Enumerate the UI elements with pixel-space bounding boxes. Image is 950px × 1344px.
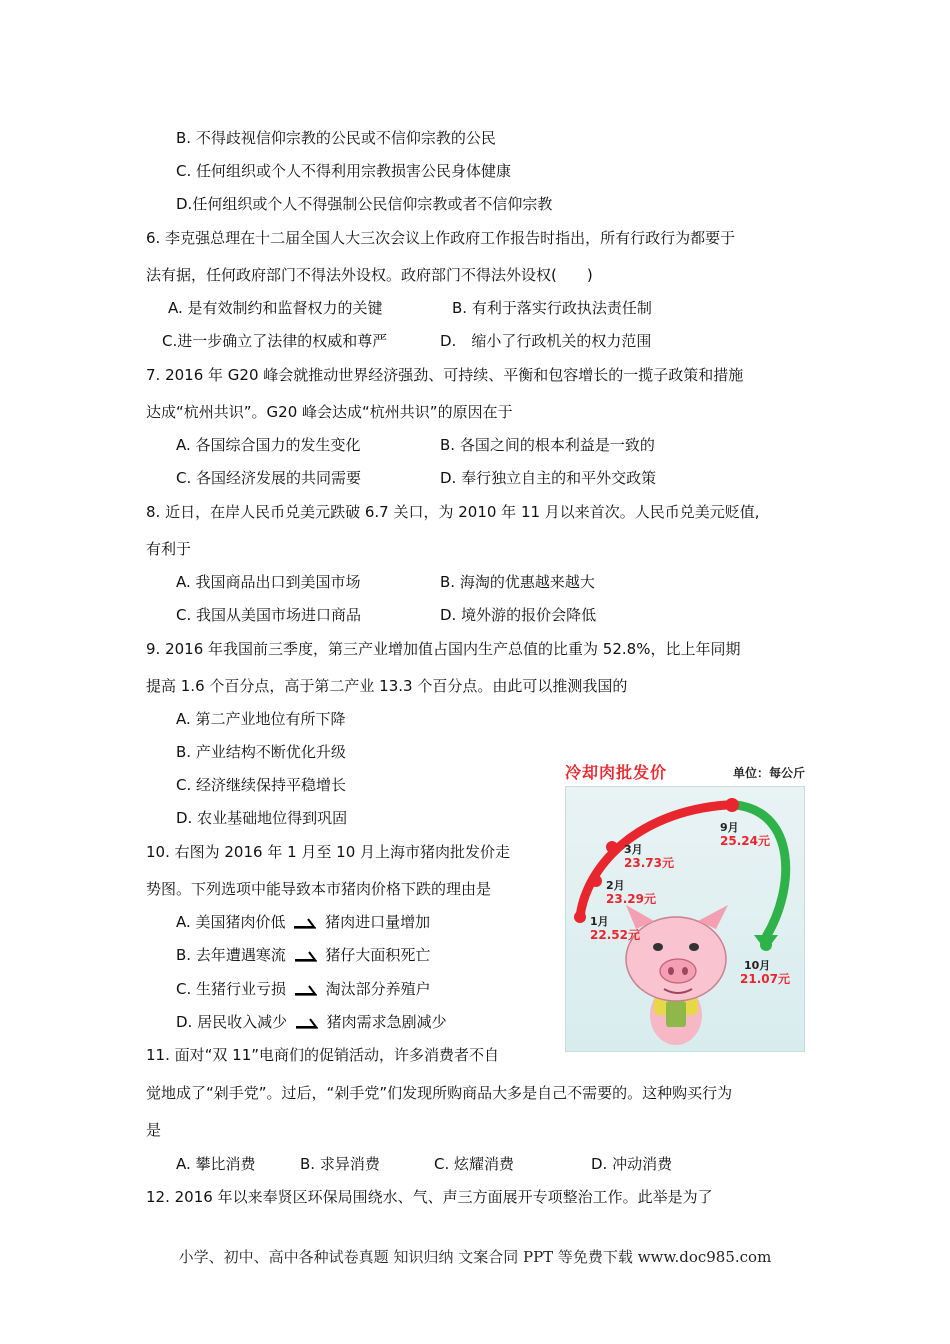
q11-option-c: C. 炫耀消费	[434, 1155, 515, 1173]
q7-stem-line1: 7. 2016 年 G20 峰会就推动世界经济强劲、可持续、平衡和包容增长的一揽子政策和措施	[146, 366, 744, 384]
label-jan-month: 1月	[590, 915, 609, 928]
point-oct	[760, 939, 772, 951]
q8-stem-line1: 8. 近日，在岸人民币兑美元跌破 6.7 关口，为 2010 年 11 月以来首次。人民币兑美元贬值,	[146, 503, 760, 521]
q10-option-a	[176, 912, 430, 932]
arrow-right-icon	[294, 1015, 320, 1029]
q7-option-a: A. 各国综合国力的发生变化	[176, 436, 361, 454]
figure-title: 冷却肉批发价	[565, 763, 668, 782]
q7-stem-line2: 达成“杭州共识”。G20 峰会达成“杭州共识”的原因在于	[146, 403, 513, 421]
q10-option-d-effect: 猪肉需求急剧减少	[326, 1013, 447, 1031]
q10-option-b-effect: 猪仔大面积死亡	[325, 946, 431, 964]
q11-option-d: D. 冲动消费	[591, 1155, 673, 1173]
q10-option-c-effect: 淘汰部分养殖户	[325, 980, 431, 998]
q10-stem-line1: 10. 右图为 2016 年 1 月至 10 月上海市猪肉批发价走	[146, 843, 511, 861]
q11-stem-line1: 11. 面对“双 11”电商们的促销活动，许多消费者不自	[146, 1046, 500, 1064]
point-jan	[574, 911, 586, 923]
q11-stem-line3: 是	[146, 1121, 162, 1139]
q5-option-d: D.任何组织或个人不得强制公民信仰宗教或者不信仰宗教	[176, 195, 553, 213]
label-jan-price: 22.52元	[590, 928, 640, 942]
q6-stem-line1: 6. 李克强总理在十二届全国人大三次会议上作政府工作报告时指出，所有行政行为都要于	[146, 229, 736, 247]
q10-option-d-cause: D. 居民收入减少	[176, 1013, 288, 1031]
q10-option-a-cause: A. 美国猪肉价低	[176, 913, 286, 931]
price-fall-arc	[736, 805, 786, 937]
q7-option-c: C. 各国经济发展的共同需要	[176, 469, 362, 487]
q8-option-a: A. 我国商品出口到美国市场	[176, 573, 361, 591]
q7-option-d: D. 奉行独立自主的和平外交政策	[440, 469, 657, 487]
q9-option-a: A. 第二产业地位有所下降	[176, 710, 346, 728]
label-sep-price: 25.24元	[720, 834, 770, 848]
q10-option-c-cause: C. 生猪行业亏损	[176, 980, 287, 998]
label-oct-price: 21.07元	[740, 972, 790, 986]
q11-option-b: B. 求异消费	[300, 1155, 380, 1173]
q10-option-a-effect: 猪肉进口量增加	[325, 913, 431, 931]
figure-unit: 单位：每公斤	[732, 766, 805, 780]
arrow-right-icon	[292, 915, 318, 929]
label-feb-price: 23.29元	[606, 892, 656, 906]
q6-option-c: C.进一步确立了法律的权威和尊严	[162, 332, 388, 350]
page-footer: 小学、初中、高中各种试卷真题 知识归纳 文案合同 PPT 等免费下载 www.doc985.com	[178, 1248, 772, 1266]
q9-stem-line2: 提高 1.6 个百分点，高于第二产业 13.3 个百分点。由此可以推测我国的	[146, 677, 628, 695]
label-sep-month: 9月	[720, 821, 739, 834]
point-mar	[606, 841, 618, 853]
q9-option-b: B. 产业结构不断优化升级	[176, 743, 346, 761]
arrow-right-icon	[293, 948, 319, 962]
q6-stem-line2: 法有据，任何政府部门不得法外设权。政府部门不得法外设权( )	[146, 266, 593, 284]
q8-option-c: C. 我国从美国市场进口商品	[176, 606, 362, 624]
point-feb	[590, 875, 602, 887]
label-mar-month: 3月	[624, 843, 643, 856]
q5-option-b: B. 不得歧视信仰宗教的公民或不信仰宗教的公民	[176, 129, 496, 147]
pork-price-figure	[565, 760, 805, 1052]
q8-stem-line2: 有利于	[146, 540, 192, 558]
q11-option-a: A. 攀比消费	[176, 1155, 256, 1173]
q9-option-d: D. 农业基础地位得到巩固	[176, 809, 348, 827]
label-oct-month: 10月	[744, 959, 771, 972]
q5-option-c: C. 任何组织或个人不得利用宗教损害公民身体健康	[176, 162, 512, 180]
q8-option-b: B. 海淘的优惠越来越大	[440, 573, 595, 591]
q6-option-a: A. 是有效制约和监督权力的关键	[168, 299, 383, 317]
arrow-right-icon	[293, 982, 319, 996]
pig-icon	[626, 905, 728, 1045]
q12-stem-line1: 12. 2016 年以来奉贤区环保局围绕水、气、声三方面展开专项整治工作。此举是为了	[146, 1188, 713, 1206]
q9-option-c: C. 经济继续保持平稳增长	[176, 776, 347, 794]
q11-stem-line2: 觉地成了“剁手党”。过后，“剁手党”们发现所购商品大多是自己不需要的。这种购买行为	[146, 1084, 733, 1102]
q10-option-c	[176, 979, 431, 999]
label-feb-month: 2月	[606, 879, 625, 892]
q6-option-b: B. 有利于落实行政执法责任制	[452, 299, 652, 317]
q7-option-b: B. 各国之间的根本利益是一致的	[440, 436, 655, 454]
q10-option-b	[176, 945, 430, 965]
q10-option-d	[176, 1012, 447, 1032]
q9-stem-line1: 9. 2016 年我国前三季度，第三产业增加值占国内生产总值的比重为 52.8%，比上年同期	[146, 640, 741, 658]
figure-panel	[565, 786, 805, 1052]
q10-option-b-cause: B. 去年遭遇寒流	[176, 946, 286, 964]
point-sep	[725, 798, 739, 812]
q6-option-d: D. 缩小了行政机关的权力范围	[440, 332, 652, 350]
q10-stem-line2: 势图。下列选项中能导致本市猪肉价格下跌的理由是	[146, 880, 492, 898]
q8-option-d: D. 境外游的报价会降低	[440, 606, 597, 624]
label-mar-price: 23.73元	[624, 856, 674, 870]
figure-graphic	[566, 787, 804, 1051]
